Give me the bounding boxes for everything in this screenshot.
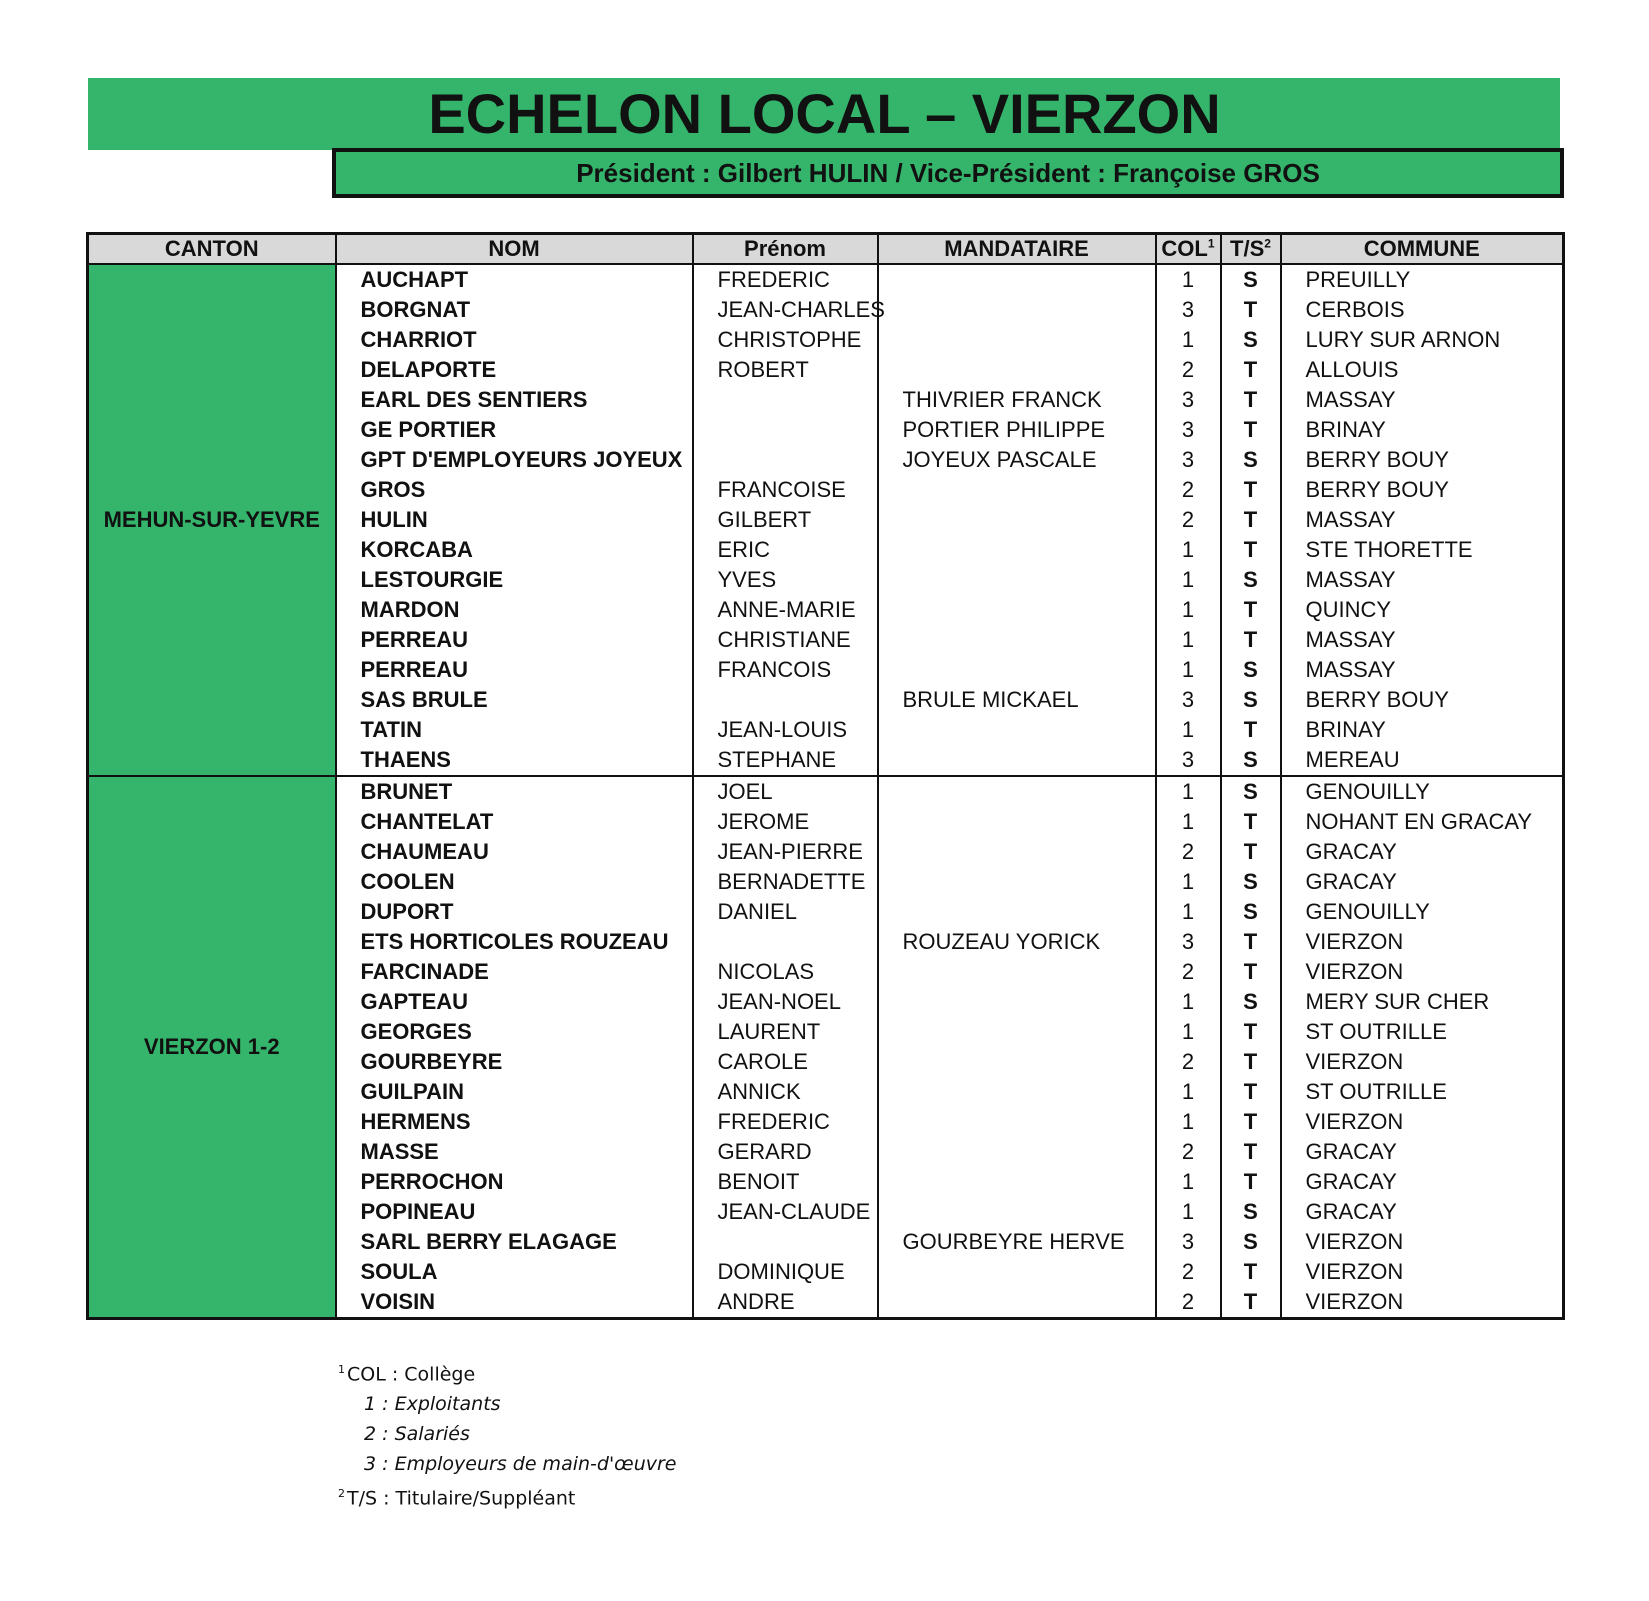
cell-col: 1 bbox=[1156, 1017, 1221, 1047]
cell-col: 3 bbox=[1156, 745, 1221, 776]
cell-prenom: ERIC bbox=[693, 535, 878, 565]
table-row bbox=[88, 264, 1564, 295]
cell-ts: T bbox=[1221, 1047, 1281, 1077]
cell-ts: S bbox=[1221, 776, 1281, 807]
cell-col: 3 bbox=[1156, 385, 1221, 415]
cell-nom: HERMENS bbox=[336, 1107, 693, 1137]
cell-prenom: ANDRE bbox=[693, 1287, 878, 1319]
cell-mandataire: BRULE MICKAEL bbox=[878, 685, 1156, 715]
cell-nom: GOURBEYRE bbox=[336, 1047, 693, 1077]
cell-mandataire bbox=[878, 475, 1156, 505]
cell-nom: CHANTELAT bbox=[336, 807, 693, 837]
cell-nom: KORCABA bbox=[336, 535, 693, 565]
cell-prenom bbox=[693, 445, 878, 475]
header-canton: CANTON bbox=[88, 234, 336, 265]
cell-ts: S bbox=[1221, 685, 1281, 715]
cell-prenom: STEPHANE bbox=[693, 745, 878, 776]
cell-mandataire: PORTIER PHILIPPE bbox=[878, 415, 1156, 445]
cell-ts: T bbox=[1221, 385, 1281, 415]
cell-col: 1 bbox=[1156, 1107, 1221, 1137]
cell-nom: GPT D'EMPLOYEURS JOYEUX bbox=[336, 445, 693, 475]
cell-prenom: ANNE-MARIE bbox=[693, 595, 878, 625]
cell-ts: S bbox=[1221, 325, 1281, 355]
cell-prenom: GERARD bbox=[693, 1137, 878, 1167]
cell-prenom: FREDERIC bbox=[693, 264, 878, 295]
cell-commune: GRACAY bbox=[1281, 1167, 1564, 1197]
cell-ts: T bbox=[1221, 1137, 1281, 1167]
cell-prenom: DOMINIQUE bbox=[693, 1257, 878, 1287]
cell-commune: VIERZON bbox=[1281, 1227, 1564, 1257]
cell-nom: AUCHAPT bbox=[336, 264, 693, 295]
cell-mandataire bbox=[878, 957, 1156, 987]
cell-mandataire bbox=[878, 1047, 1156, 1077]
cell-mandataire bbox=[878, 807, 1156, 837]
cell-nom: GAPTEAU bbox=[336, 987, 693, 1017]
cell-prenom: BENOIT bbox=[693, 1167, 878, 1197]
footnote-col: $^1$ COL : Collège bbox=[338, 1363, 476, 1386]
cell-mandataire bbox=[878, 987, 1156, 1017]
cell-nom: GE PORTIER bbox=[336, 415, 693, 445]
cell-ts: T bbox=[1221, 595, 1281, 625]
cell-ts: S bbox=[1221, 565, 1281, 595]
cell-prenom: JEAN-NOEL bbox=[693, 987, 878, 1017]
cell-col: 1 bbox=[1156, 264, 1221, 295]
cell-prenom: JEAN-CHARLES bbox=[693, 295, 878, 325]
cell-nom: LESTOURGIE bbox=[336, 565, 693, 595]
cell-prenom: GILBERT bbox=[693, 505, 878, 535]
cell-mandataire bbox=[878, 655, 1156, 685]
cell-nom: GROS bbox=[336, 475, 693, 505]
cell-col: 1 bbox=[1156, 625, 1221, 655]
cell-mandataire bbox=[878, 1077, 1156, 1107]
cell-nom: THAENS bbox=[336, 745, 693, 776]
cell-mandataire bbox=[878, 1137, 1156, 1167]
cell-prenom bbox=[693, 685, 878, 715]
cell-col: 3 bbox=[1156, 685, 1221, 715]
cell-prenom: FREDERIC bbox=[693, 1107, 878, 1137]
cell-nom: POPINEAU bbox=[336, 1197, 693, 1227]
cell-col: 2 bbox=[1156, 1257, 1221, 1287]
cell-ts: S bbox=[1221, 745, 1281, 776]
president-subtitle: Président : Gilbert HULIN / Vice-Président : Françoise GROS bbox=[332, 148, 1564, 198]
cell-mandataire bbox=[878, 595, 1156, 625]
cell-prenom: JEAN-PIERRE bbox=[693, 837, 878, 867]
cell-mandataire bbox=[878, 897, 1156, 927]
footnote-col-item: 1 : Exploitants bbox=[364, 1393, 501, 1416]
cell-commune: MASSAY bbox=[1281, 385, 1564, 415]
cell-prenom bbox=[693, 927, 878, 957]
page-title: ECHELON LOCAL – VIERZON bbox=[428, 82, 1221, 145]
cell-ts: T bbox=[1221, 957, 1281, 987]
cell-col: 1 bbox=[1156, 565, 1221, 595]
cell-col: 1 bbox=[1156, 987, 1221, 1017]
cell-col: 1 bbox=[1156, 776, 1221, 807]
cell-mandataire bbox=[878, 1287, 1156, 1319]
cell-ts: S bbox=[1221, 264, 1281, 295]
cell-ts: T bbox=[1221, 355, 1281, 385]
cell-commune: MASSAY bbox=[1281, 505, 1564, 535]
cell-prenom: JEROME bbox=[693, 807, 878, 837]
cell-canton: VIERZON 1-2 bbox=[88, 776, 336, 1319]
cell-commune: ALLOUIS bbox=[1281, 355, 1564, 385]
cell-mandataire bbox=[878, 565, 1156, 595]
cell-col: 2 bbox=[1156, 355, 1221, 385]
cell-commune: MASSAY bbox=[1281, 625, 1564, 655]
cell-nom: SARL BERRY ELAGAGE bbox=[336, 1227, 693, 1257]
cell-commune: QUINCY bbox=[1281, 595, 1564, 625]
cell-nom: PERROCHON bbox=[336, 1167, 693, 1197]
cell-col: 1 bbox=[1156, 867, 1221, 897]
cell-mandataire bbox=[878, 715, 1156, 745]
cell-mandataire bbox=[878, 325, 1156, 355]
cell-nom: FARCINADE bbox=[336, 957, 693, 987]
cell-col: 2 bbox=[1156, 505, 1221, 535]
cell-mandataire: THIVRIER FRANCK bbox=[878, 385, 1156, 415]
cell-col: 1 bbox=[1156, 535, 1221, 565]
cell-prenom: CHRISTOPHE bbox=[693, 325, 878, 355]
cell-col: 2 bbox=[1156, 837, 1221, 867]
cell-commune: NOHANT EN GRACAY bbox=[1281, 807, 1564, 837]
cell-prenom: BERNADETTE bbox=[693, 867, 878, 897]
cell-commune: GRACAY bbox=[1281, 837, 1564, 867]
cell-ts: T bbox=[1221, 535, 1281, 565]
cell-col: 3 bbox=[1156, 415, 1221, 445]
cell-prenom bbox=[693, 415, 878, 445]
cell-mandataire bbox=[878, 264, 1156, 295]
cell-col: 3 bbox=[1156, 927, 1221, 957]
cell-nom: CHAUMEAU bbox=[336, 837, 693, 867]
cell-mandataire bbox=[878, 1257, 1156, 1287]
cell-mandataire bbox=[878, 867, 1156, 897]
cell-commune: MEREAU bbox=[1281, 745, 1564, 776]
cell-prenom: CAROLE bbox=[693, 1047, 878, 1077]
cell-prenom: FRANCOIS bbox=[693, 655, 878, 685]
cell-mandataire bbox=[878, 505, 1156, 535]
cell-nom: TATIN bbox=[336, 715, 693, 745]
cell-ts: T bbox=[1221, 927, 1281, 957]
cell-mandataire bbox=[878, 776, 1156, 807]
cell-prenom bbox=[693, 1227, 878, 1257]
cell-nom: COOLEN bbox=[336, 867, 693, 897]
footnote-ts: $^2$ T/S : Titulaire/Suppléant bbox=[338, 1487, 576, 1510]
cell-commune: BERRY BOUY bbox=[1281, 445, 1564, 475]
cell-commune: MASSAY bbox=[1281, 655, 1564, 685]
cell-commune: VIERZON bbox=[1281, 1257, 1564, 1287]
cell-col: 1 bbox=[1156, 595, 1221, 625]
cell-commune: ST OUTRILLE bbox=[1281, 1017, 1564, 1047]
cell-ts: T bbox=[1221, 1107, 1281, 1137]
cell-ts: T bbox=[1221, 807, 1281, 837]
cell-ts: T bbox=[1221, 1257, 1281, 1287]
cell-col: 2 bbox=[1156, 1137, 1221, 1167]
cell-nom: GUILPAIN bbox=[336, 1077, 693, 1107]
cell-col: 3 bbox=[1156, 295, 1221, 325]
cell-ts: S bbox=[1221, 987, 1281, 1017]
cell-canton: MEHUN-SUR-YEVRE bbox=[88, 264, 336, 776]
cell-col: 2 bbox=[1156, 1047, 1221, 1077]
cell-nom: SAS BRULE bbox=[336, 685, 693, 715]
cell-commune: GRACAY bbox=[1281, 1197, 1564, 1227]
cell-col: 1 bbox=[1156, 1167, 1221, 1197]
cell-mandataire bbox=[878, 1167, 1156, 1197]
cell-mandataire bbox=[878, 837, 1156, 867]
cell-col: 3 bbox=[1156, 1227, 1221, 1257]
table-body bbox=[88, 264, 1564, 1319]
cell-col: 1 bbox=[1156, 655, 1221, 685]
cell-commune: STE THORETTE bbox=[1281, 535, 1564, 565]
footnotes bbox=[338, 1355, 677, 1514]
cell-prenom: ROBERT bbox=[693, 355, 878, 385]
cell-commune: MASSAY bbox=[1281, 565, 1564, 595]
cell-commune: GENOUILLY bbox=[1281, 776, 1564, 807]
cell-nom: VOISIN bbox=[336, 1287, 693, 1319]
cell-prenom: JEAN-CLAUDE bbox=[693, 1197, 878, 1227]
cell-commune: VIERZON bbox=[1281, 1047, 1564, 1077]
table-row bbox=[88, 776, 1564, 807]
cell-mandataire bbox=[878, 355, 1156, 385]
cell-ts: T bbox=[1221, 1077, 1281, 1107]
cell-ts: T bbox=[1221, 505, 1281, 535]
cell-ts: T bbox=[1221, 625, 1281, 655]
members-table-wrapper bbox=[86, 232, 1562, 1318]
cell-ts: T bbox=[1221, 1017, 1281, 1047]
cell-nom: DUPORT bbox=[336, 897, 693, 927]
cell-ts: T bbox=[1221, 1287, 1281, 1319]
cell-commune: GRACAY bbox=[1281, 867, 1564, 897]
cell-nom: EARL DES SENTIERS bbox=[336, 385, 693, 415]
members-table bbox=[86, 232, 1565, 1320]
cell-commune: VIERZON bbox=[1281, 927, 1564, 957]
cell-col: 3 bbox=[1156, 445, 1221, 475]
cell-nom: SOULA bbox=[336, 1257, 693, 1287]
cell-mandataire bbox=[878, 1017, 1156, 1047]
cell-nom: CHARRIOT bbox=[336, 325, 693, 355]
cell-commune: BRINAY bbox=[1281, 715, 1564, 745]
cell-prenom: JOEL bbox=[693, 776, 878, 807]
footnote-col-item: 3 : Employeurs de main-d'œuvre bbox=[364, 1453, 677, 1476]
cell-prenom: NICOLAS bbox=[693, 957, 878, 987]
cell-ts: T bbox=[1221, 837, 1281, 867]
cell-commune: BERRY BOUY bbox=[1281, 475, 1564, 505]
cell-ts: T bbox=[1221, 1167, 1281, 1197]
cell-prenom: LAURENT bbox=[693, 1017, 878, 1047]
cell-mandataire bbox=[878, 1107, 1156, 1137]
cell-mandataire bbox=[878, 625, 1156, 655]
cell-ts: T bbox=[1221, 715, 1281, 745]
cell-commune: VIERZON bbox=[1281, 957, 1564, 987]
cell-nom: MARDON bbox=[336, 595, 693, 625]
cell-col: 2 bbox=[1156, 957, 1221, 987]
cell-ts: S bbox=[1221, 897, 1281, 927]
cell-nom: BRUNET bbox=[336, 776, 693, 807]
cell-commune: ST OUTRILLE bbox=[1281, 1077, 1564, 1107]
cell-commune: MERY SUR CHER bbox=[1281, 987, 1564, 1017]
cell-commune: VIERZON bbox=[1281, 1287, 1564, 1319]
cell-ts: T bbox=[1221, 295, 1281, 325]
cell-ts: T bbox=[1221, 415, 1281, 445]
cell-prenom: YVES bbox=[693, 565, 878, 595]
cell-nom: PERREAU bbox=[336, 655, 693, 685]
cell-mandataire: JOYEUX PASCALE bbox=[878, 445, 1156, 475]
cell-prenom: FRANCOISE bbox=[693, 475, 878, 505]
cell-mandataire bbox=[878, 1197, 1156, 1227]
cell-nom: PERREAU bbox=[336, 625, 693, 655]
cell-commune: VIERZON bbox=[1281, 1107, 1564, 1137]
header-mandataire: MANDATAIRE bbox=[878, 234, 1156, 265]
cell-ts: S bbox=[1221, 1227, 1281, 1257]
cell-prenom bbox=[693, 385, 878, 415]
table-header-row bbox=[88, 234, 1564, 265]
cell-commune: BERRY BOUY bbox=[1281, 685, 1564, 715]
cell-commune: GENOUILLY bbox=[1281, 897, 1564, 927]
cell-col: 1 bbox=[1156, 1077, 1221, 1107]
cell-mandataire: ROUZEAU YORICK bbox=[878, 927, 1156, 957]
cell-mandataire bbox=[878, 745, 1156, 776]
cell-mandataire: GOURBEYRE HERVE bbox=[878, 1227, 1156, 1257]
header-prenom: Prénom bbox=[693, 234, 878, 265]
header-col: COL$^1$ bbox=[1156, 234, 1221, 265]
cell-nom: MASSE bbox=[336, 1137, 693, 1167]
cell-mandataire bbox=[878, 295, 1156, 325]
footnote-col-item: 2 : Salariés bbox=[364, 1423, 470, 1446]
cell-col: 2 bbox=[1156, 475, 1221, 505]
cell-nom: GEORGES bbox=[336, 1017, 693, 1047]
cell-commune: CERBOIS bbox=[1281, 295, 1564, 325]
cell-ts: T bbox=[1221, 475, 1281, 505]
cell-commune: LURY SUR ARNON bbox=[1281, 325, 1564, 355]
cell-col: 1 bbox=[1156, 325, 1221, 355]
header-ts: $T/S^2$ bbox=[1221, 234, 1281, 265]
cell-col: 2 bbox=[1156, 1287, 1221, 1319]
cell-prenom: DANIEL bbox=[693, 897, 878, 927]
header-nom: NOM bbox=[336, 234, 693, 265]
cell-prenom: CHRISTIANE bbox=[693, 625, 878, 655]
cell-ts: S bbox=[1221, 445, 1281, 475]
cell-prenom: ANNICK bbox=[693, 1077, 878, 1107]
cell-prenom: JEAN-LOUIS bbox=[693, 715, 878, 745]
cell-ts: S bbox=[1221, 655, 1281, 685]
cell-ts: S bbox=[1221, 867, 1281, 897]
cell-nom: DELAPORTE bbox=[336, 355, 693, 385]
header-commune: COMMUNE bbox=[1281, 234, 1564, 265]
cell-col: 1 bbox=[1156, 1197, 1221, 1227]
cell-col: 1 bbox=[1156, 807, 1221, 837]
cell-nom: BORGNAT bbox=[336, 295, 693, 325]
cell-col: 1 bbox=[1156, 715, 1221, 745]
cell-ts: S bbox=[1221, 1197, 1281, 1227]
cell-commune: BRINAY bbox=[1281, 415, 1564, 445]
cell-col: 1 bbox=[1156, 897, 1221, 927]
cell-nom: ETS HORTICOLES ROUZEAU bbox=[336, 927, 693, 957]
cell-commune: PREUILLY bbox=[1281, 264, 1564, 295]
cell-mandataire bbox=[878, 535, 1156, 565]
cell-nom: HULIN bbox=[336, 505, 693, 535]
cell-commune: GRACAY bbox=[1281, 1137, 1564, 1167]
